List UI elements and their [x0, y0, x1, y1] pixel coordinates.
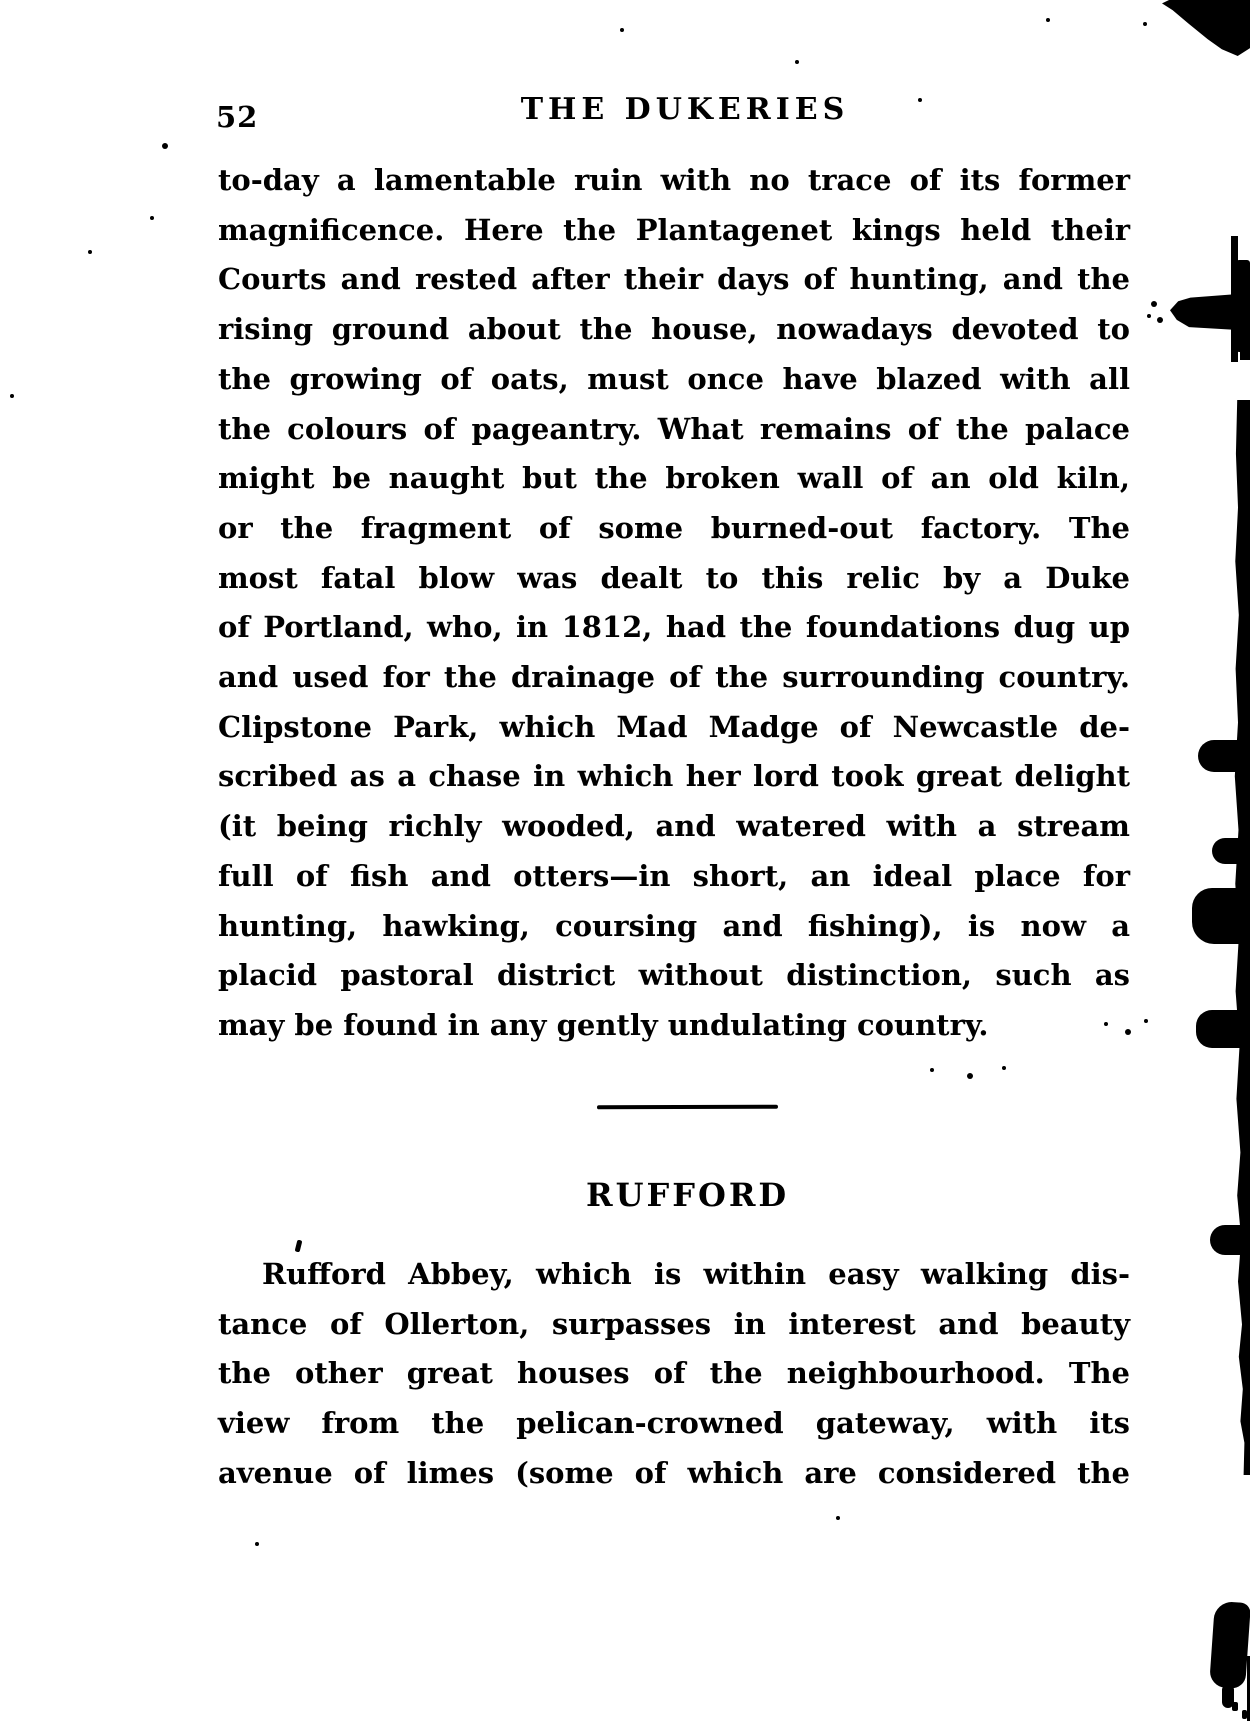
text-line: might be naught but the broken wall of an old kiln,: [218, 461, 1130, 496]
scan-artifact-edge-mark: [1240, 326, 1250, 360]
text-line: placid pastoral district without distinction, such as: [218, 958, 1130, 993]
text-line: avenue of limes (some of which are considered the: [218, 1455, 1130, 1490]
text-line: Clipstone Park, which Mad Madge of Newcastle de-: [218, 709, 1130, 744]
text-line: full of fish and otters—in short, an ideal place for: [218, 858, 1130, 893]
scan-artifact-edge-bump: [1212, 838, 1244, 864]
section-divider-rule: [597, 1105, 778, 1110]
text-line: may be found in any gently undulating country.: [218, 1007, 989, 1042]
scan-artifact-edge-bump: [1196, 1010, 1242, 1048]
running-header: THE DUKERIES: [520, 92, 850, 127]
text-line: scribed as a chase in which her lord took great delight: [218, 759, 1130, 794]
scan-artifact-bottom-blob: [1209, 1601, 1250, 1689]
text-line: the other great houses of the neighbourhood. The: [218, 1356, 1130, 1391]
scan-artifact-specks: [1143, 22, 1147, 26]
text-line: magnificence. Here the Plantagenet kings held their: [218, 212, 1130, 247]
scan-artifact-tack-stem: [1170, 294, 1238, 330]
text-line: Courts and rested after their days of hunting, and the: [218, 262, 1130, 297]
text-line: tance of Ollerton, surpasses in interest and beauty: [218, 1306, 1130, 1341]
text-line: or the fragment of some burned-out factory. The: [218, 510, 1130, 545]
scan-artifact-edge-bump: [1210, 1225, 1244, 1255]
scan-artifact-edge-bump: [1198, 740, 1242, 772]
text-line: and used for the drainage of the surrounding country.: [218, 660, 1130, 695]
text-line: of Portland, who, in 1812, had the foundations dug up: [218, 610, 1130, 645]
text-line: Rufford Abbey, which is within easy walking dis-: [262, 1257, 1130, 1291]
text-line: most fatal blow was dealt to this relic by a Duke: [218, 560, 1130, 595]
text-line: hunting, hawking, coursing and fishing), is now a: [218, 908, 1130, 943]
section-heading: RUFFORD: [586, 1176, 790, 1214]
text-line: rising ground about the house, nowadays devoted to: [218, 312, 1130, 347]
scan-artifact-edge-bump: [1192, 888, 1242, 944]
scan-artifact-corner-blot: [1162, 0, 1250, 56]
text-line: view from the pelican-crowned gateway, with its: [218, 1406, 1130, 1441]
paragraph-rufford: [218, 1250, 1130, 1499]
text-line: the colours of pageantry. What remains of the palace: [218, 411, 1130, 446]
page-number: 52: [216, 100, 259, 134]
paragraph-clipstone: [218, 156, 1130, 1051]
text-line: to-day a lamentable ruin with no trace of its former: [218, 163, 1130, 197]
text-line: (it being richly wooded, and watered with a stream: [218, 809, 1130, 844]
scan-artifact-speck: [1232, 1702, 1238, 1711]
scan-artifact-speck: [1242, 1710, 1247, 1719]
text-line: the growing of oats, must once have blazed with all: [218, 361, 1130, 396]
scan-artifact-tack-line: [1231, 236, 1238, 362]
